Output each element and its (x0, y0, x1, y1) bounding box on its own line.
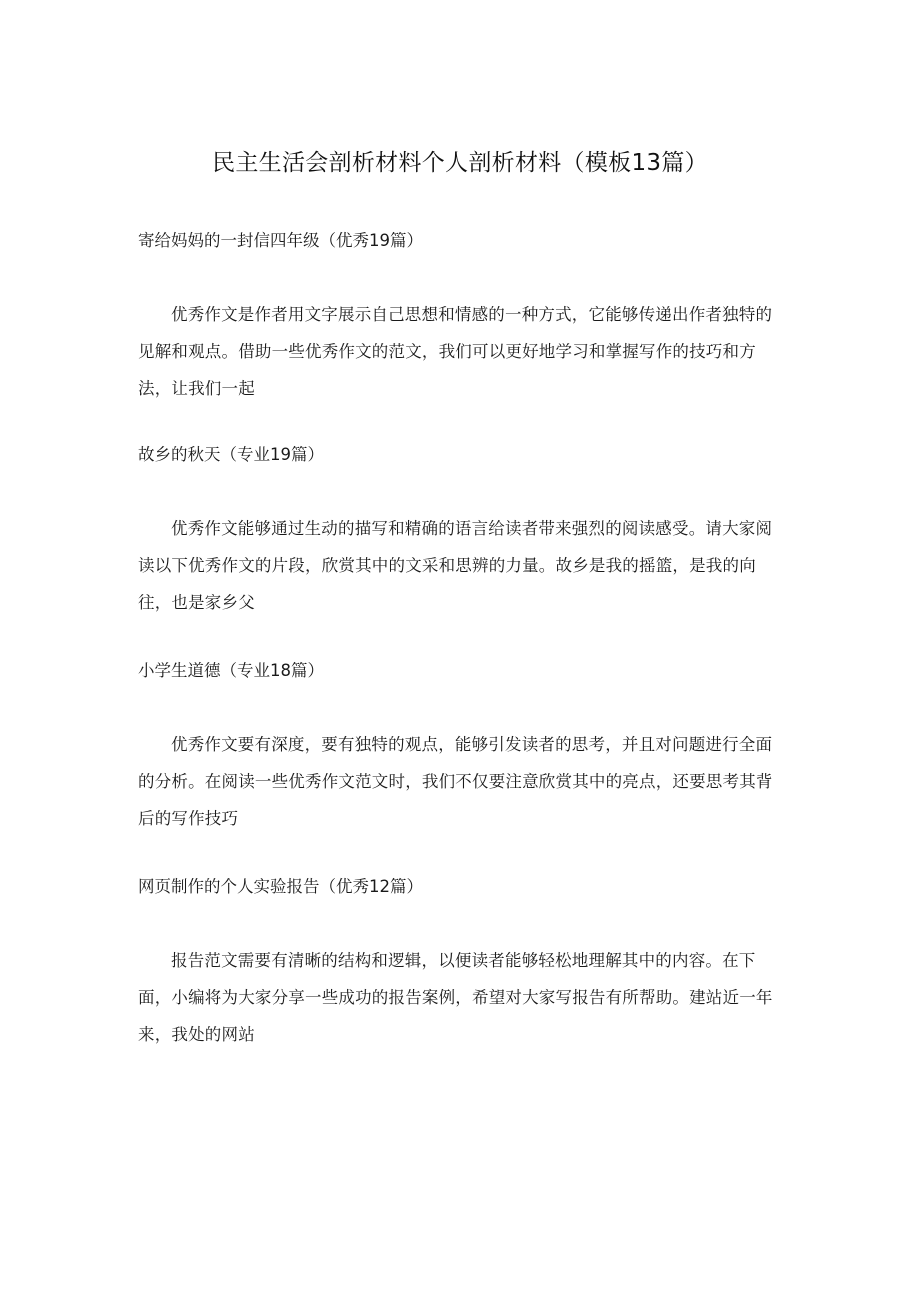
article-section (138, 443, 788, 621)
article-heading[interactable]: 故乡的秋天（专业19篇） (138, 445, 324, 464)
article-heading[interactable]: 网页制作的个人实验报告（优秀12篇） (138, 877, 423, 896)
article-heading[interactable]: 小学生道德（专业18篇） (138, 661, 324, 680)
article-section (138, 659, 788, 837)
article-excerpt: 优秀作文能够通过生动的描写和精确的语言给读者带来强烈的阅读感受。请大家阅读以下优秀作文的片段，欣赏其中的文采和思辨的力量。故乡是我的摇篮，是我的向往，也是家乡父 (138, 519, 773, 612)
article-section (138, 875, 788, 1053)
article-heading[interactable]: 寄给妈妈的一封信四年级（优秀19篇） (138, 231, 423, 250)
document-title: 民主生活会剖析材料个人剖析材料（模板13篇） (212, 150, 708, 176)
article-excerpt: 优秀作文是作者用文字展示自己思想和情感的一种方式，它能够传递出作者独特的见解和观点。借助一些优秀作文的范文，我们可以更好地学习和掌握写作的技巧和方法，让我们一起 (138, 305, 773, 398)
article-excerpt: 报告范文需要有清晰的结构和逻辑，以便读者能够轻松地理解其中的内容。在下面，小编将为大家分享一些成功的报告案例，希望对大家写报告有所帮助。建站近一年来，我处的网站 (138, 951, 773, 1044)
article-excerpt: 优秀作文要有深度，要有独特的观点，能够引发读者的思考，并且对问题进行全面的分析。在阅读一些优秀作文范文时，我们不仅要注意欣赏其中的亮点，还要思考其背后的写作技巧 (138, 735, 773, 828)
article-section (138, 229, 788, 407)
